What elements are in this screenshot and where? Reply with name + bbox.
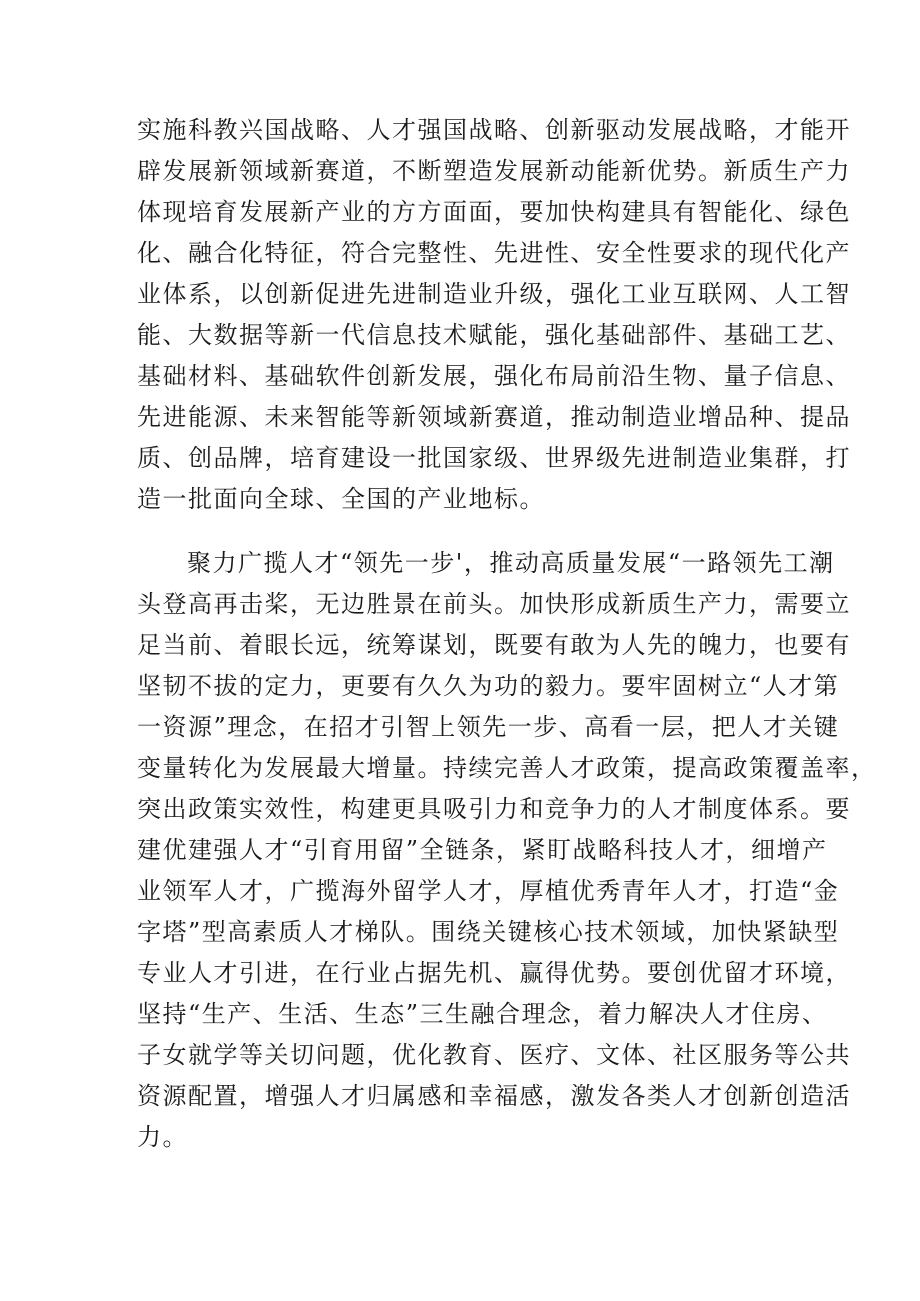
paragraph-line: 造一批面向全球、全国的产业地标。	[137, 485, 545, 513]
paragraph-line: 足当前、着眼长远，统筹谋划，既要有敢为人先的魄力，也要有	[137, 631, 851, 659]
paragraph-2	[137, 543, 877, 1158]
paragraph-line: 能、大数据等新一代信息技术赋能，强化基础部件、基础工艺、	[137, 321, 851, 349]
paragraph-line: 辟发展新领域新赛道，不断塑造发展新动能新优势。新质生产力	[137, 157, 851, 185]
paragraph-line: 化、融合化特征，符合完整性、先进性、安全性要求的现代化产	[137, 239, 851, 267]
paragraph-line: 业领军人才，广揽海外留学人才，厚植优秀青年人才，打造“金	[137, 877, 840, 905]
paragraph-line: 专业人才引进，在行业占据先机、赢得优势。要创优留才环境，	[137, 959, 851, 987]
paragraph-line: 先进能源、未来智能等新领域新赛道，推动制造业增品种、提品	[137, 403, 851, 431]
paragraph-line: 聚力广揽人才“领先一步'，推动高质量发展“一路领先工潮	[187, 549, 835, 577]
paragraph-1	[137, 110, 851, 520]
paragraph-line: 一资源”理念，在招才引智上领先一步、高看一层，把人才关键	[137, 713, 840, 741]
paragraph-line: 力。	[137, 1123, 188, 1151]
paragraph-line: 实施科教兴国战略、人才强国战略、创新驱动发展战略，才能开	[137, 116, 851, 144]
paragraph-line: 变量转化为发展最大增量。持续完善人才政策，提高政策覆盖率，	[137, 754, 877, 782]
paragraph-line: 资源配置，增强人才归属感和幸福感，激发各类人才创新创造活	[137, 1082, 851, 1110]
paragraph-line: 头登高再击桨，无边胜景在前头。加快形成新质生产力，需要立	[137, 590, 851, 618]
paragraph-line: 基础材料、基础软件创新发展，强化布局前沿生物、量子信息、	[137, 362, 851, 390]
paragraph-line: 体现培育发展新产业的方方面面，要加快构建具有智能化、绿色	[137, 198, 851, 226]
paragraph-line: 质、创品牌，培育建设一批国家级、世界级先进制造业集群，打	[137, 444, 851, 472]
paragraph-line: 子女就学等关切问题，优化教育、医疗、文体、社区服务等公共	[137, 1041, 851, 1069]
paragraph-line: 建优建强人才“引育用留”全链条，紧盯战略科技人才，细增产	[137, 836, 828, 864]
paragraph-line: 业体系，以创新促进先进制造业升级，强化工业互联网、人工智	[137, 280, 851, 308]
paragraph-line: 坚韧不拔的定力，更要有久久为功的毅力。要牢固树立“人才第	[137, 672, 840, 700]
paragraph-line: 字塔”型高素质人才梯队。围绕关键核心技术领域，加快紧缺型	[137, 918, 840, 946]
paragraph-line: 坚持“生产、生活、生态”三生融合理念，着力解决人才住房、	[137, 1000, 828, 1028]
paragraph-line: 突出政策实效性，构建更具吸引力和竞争力的人才制度体系。要	[137, 795, 851, 823]
